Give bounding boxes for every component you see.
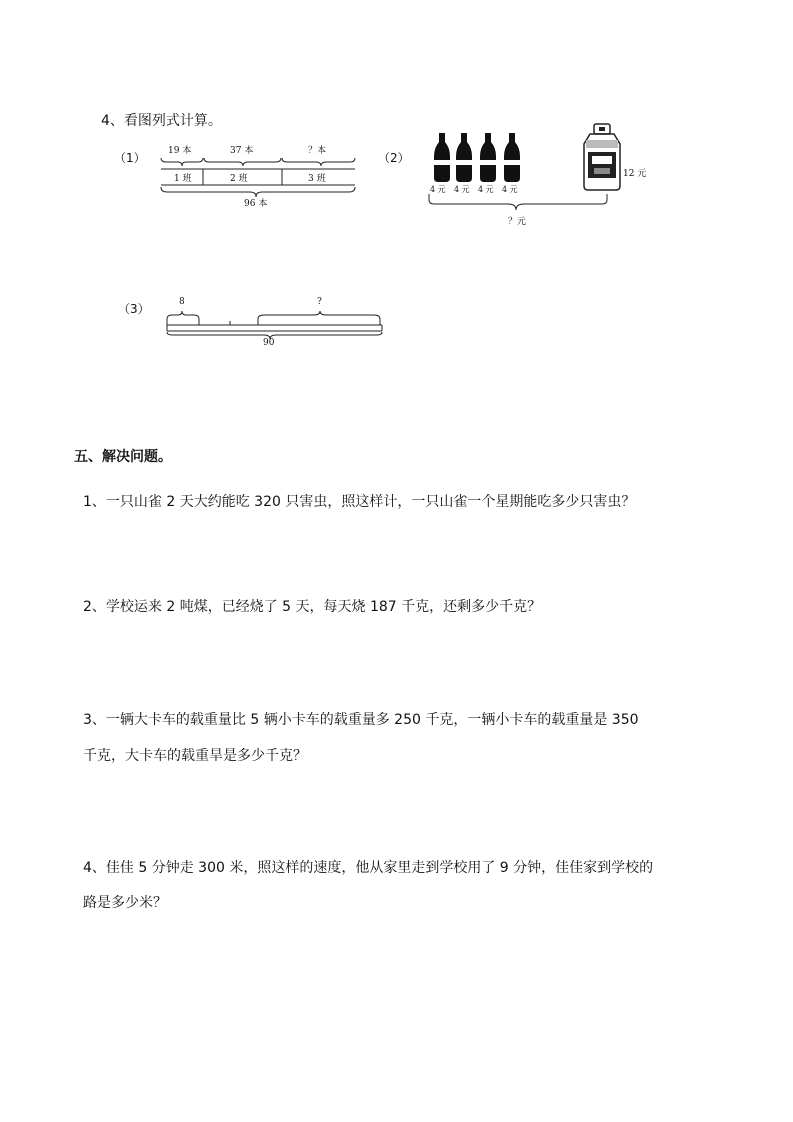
- fig3-total-label: 90: [263, 338, 275, 348]
- bottle-icon: [434, 133, 450, 182]
- fig3-lines: [160, 295, 390, 350]
- bottle-icon: [504, 133, 520, 182]
- fig1-label: （1）: [114, 151, 146, 165]
- fig3-diagram: [160, 295, 390, 350]
- fig2-bottle-price: 12 元: [623, 169, 647, 179]
- problem-3-line1: 3、一辆大卡车的载重量比 5 辆小卡车的载重量多 250 千克，一辆小卡车的载重量是 350: [83, 712, 639, 728]
- problem-4-line2: 路是多少米？: [83, 895, 167, 911]
- fig2-price-3: 4 元: [478, 185, 494, 194]
- oil-bottle-icon: [584, 124, 620, 190]
- fig3-label: （3）: [118, 302, 150, 316]
- bottle-icon: [456, 133, 472, 182]
- fig1-top-label-2: 37 本: [230, 146, 254, 156]
- problem-4-line1: 4、佳佳 5 分钟走 300 米，照这样的速度，他从家里走到学校用了 9 分钟，佳佳家到学校的: [83, 860, 654, 876]
- part4-heading: 4、看图列式计算。: [101, 113, 222, 129]
- fig3-unknown-label: ?: [317, 297, 322, 307]
- problem-3-line2: 千克，大卡车的载重旱是多少千克？: [83, 748, 307, 764]
- fig1-total-label: 96 本: [244, 199, 268, 209]
- fig1-segment-label-2: 2 班: [230, 174, 248, 184]
- fig1-top-label-3: ？本: [308, 146, 327, 156]
- problem-2: 2、学校运来 2 吨煤，已经烧了 5 天，每天烧 187 千克，还剩多少千克？: [83, 599, 542, 615]
- fig2-total-label: ？元: [508, 217, 527, 227]
- fig3-part-label: 8: [179, 297, 185, 307]
- fig2-label: （2）: [378, 151, 410, 165]
- problem-1: 1、一只山雀 2 天大约能吃 320 只害虫，照这样计，一只山雀一个星期能吃多少只害虫？: [83, 494, 636, 510]
- fig1-top-label-1: 19 本: [168, 146, 192, 156]
- fig2-price-4: 4 元: [502, 185, 518, 194]
- fig2-diagram: [424, 120, 664, 230]
- fig2-price-2: 4 元: [454, 185, 470, 194]
- fig1-segment-label-1: 1 班: [174, 174, 192, 184]
- fig2-price-1: 4 元: [430, 185, 446, 194]
- bottle-icon: [480, 133, 496, 182]
- fig1-segment-label-3: 3 班: [308, 174, 326, 184]
- fig1-diagram: [158, 140, 358, 210]
- section5-title: 五、解决问题。: [74, 449, 172, 465]
